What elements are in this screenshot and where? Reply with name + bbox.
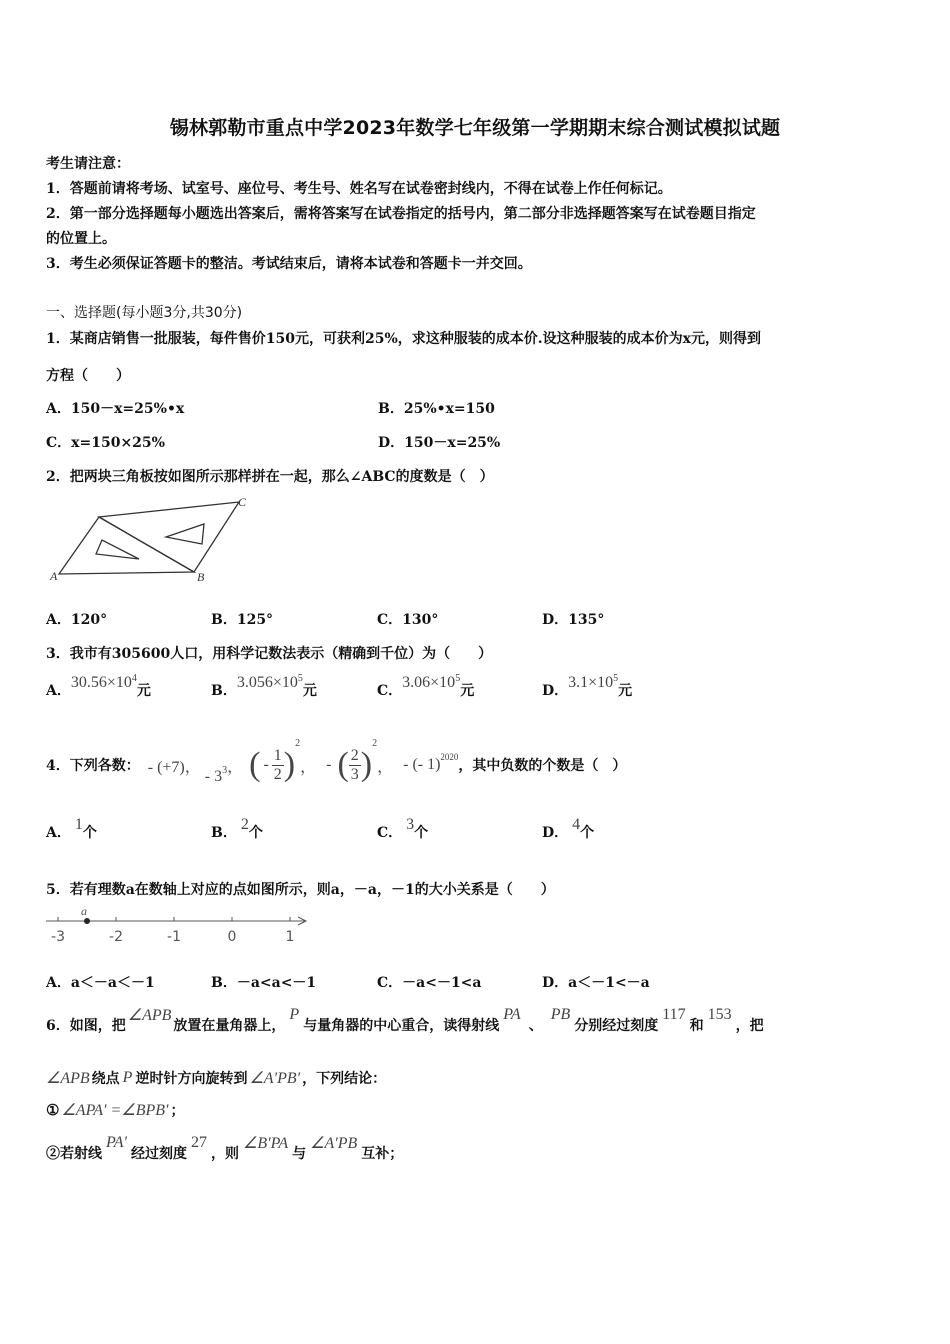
q4-expr-4-minus: - (326, 756, 332, 773)
q4-option-a-unit: 个 (82, 825, 97, 841)
fig-label-b: B (197, 570, 205, 584)
q6-conclusion-1-mark: ① (46, 1101, 60, 1119)
q4-comma-3: ， (377, 758, 394, 776)
number-line-tick-label: -3 (51, 929, 65, 945)
q6-conclusion-2-mark: ②若射线 (46, 1146, 102, 1162)
q3-option-c-base: 3.06×10 (402, 674, 456, 691)
q6-value-117: 117 (662, 1006, 686, 1023)
q3-option-b-base: 3.056×10 (236, 674, 298, 691)
number-line-tick-label: 0 (227, 929, 237, 945)
notice-item-2-cont: 的位置上。 (46, 231, 116, 247)
q4-option-c-value: 3 (406, 816, 415, 833)
q4-expr-3-den: 2 (273, 765, 282, 783)
q6-line2-point-p: P (122, 1069, 133, 1086)
q4-option-d-unit: 个 (580, 825, 595, 841)
triangle-rulers-figure (44, 492, 259, 587)
q4-option-c[interactable] (377, 816, 429, 842)
q6-conclusion-1-expr: ∠APA′ =∠BPB′ (61, 1102, 169, 1119)
q3-option-a-label: A． (46, 683, 71, 699)
q3-option-a[interactable] (46, 673, 151, 700)
q6-line2-angle-apb: ∠APB (46, 1070, 90, 1087)
triangle-ruler-left-inner (96, 540, 139, 559)
q6-text-and: 和 (689, 1018, 704, 1034)
q5-option-c[interactable]: C．－a<－1<a (377, 975, 482, 991)
q4-expr-3-fraction (272, 747, 284, 784)
q4-option-b-value: 2 (240, 816, 249, 833)
notice-heading: 考生请注意： (46, 156, 130, 172)
q1-option-a[interactable]: A．150－x=25%•x (46, 401, 185, 417)
q4-expr-3-exp: 2 (295, 737, 301, 749)
q4-expr-4-fraction (349, 747, 361, 784)
q4-option-c-unit: 个 (414, 825, 429, 841)
q3-stem: 3．我市有305600人口，用科学记数法表示（精确到千位）为（ ） (46, 646, 493, 662)
fig-label-c: C (238, 495, 247, 509)
q4-suffix: ，其中负数的个数是（ ） (458, 758, 627, 774)
q3-option-b-label: B． (211, 683, 237, 699)
number-line-tick-label: 1 (285, 929, 295, 945)
q4-option-b[interactable] (211, 816, 263, 842)
number-line-label-a: a (81, 904, 87, 918)
q6-conclusion-2-angle-1: ∠B′PA (242, 1135, 289, 1152)
q3-option-c-exp: 5 (455, 673, 461, 684)
q1-option-d[interactable]: D．150－x=25% (378, 435, 501, 451)
q6-line2-text-2: 逆时针方向旋转到 (135, 1071, 248, 1087)
q4-expr-3-num: 1 (273, 746, 282, 764)
q6-stem-line-1 (46, 1005, 764, 1045)
q5-option-d[interactable]: D．a＜－1<－a (542, 975, 650, 991)
q4-expr-4-right-paren: ) (360, 746, 373, 783)
q3-option-a-unit: 元 (136, 683, 151, 699)
q2-stem: 2．把两块三角板按如图所示那样拼在一起，那么∠ABC的度数是（ ） (46, 469, 494, 485)
q4-prefix: 4．下列各数： (46, 758, 140, 774)
q4-expr-4-left-paren: ( (337, 746, 349, 783)
q2-option-d[interactable]: D．135° (542, 612, 605, 628)
q6-line2-text-1: 绕点 (91, 1071, 120, 1087)
q6-conclusion-2-ray: PA′ (106, 1134, 127, 1151)
number-line-tick-label: -2 (109, 929, 123, 945)
q6-text-2: 放置在量角器上， (173, 1018, 286, 1034)
q1-option-b[interactable]: B．25%•x=150 (378, 401, 495, 417)
q6-conclusion-2-angle-2: ∠A′PB (310, 1135, 358, 1152)
q4-stem (46, 735, 626, 795)
q3-option-c-label: C． (377, 683, 403, 699)
number-line-point-a (84, 918, 90, 924)
q1-stem-cont: 方程（ ） (46, 368, 130, 384)
q2-option-a[interactable]: A．120° (46, 612, 108, 628)
q6-conclusion-2-text-1: 经过刻度 (130, 1146, 187, 1162)
q6-text-1: 6．如图，把 (46, 1018, 126, 1034)
number-line-figure (40, 903, 315, 947)
triangle-ruler-left (59, 517, 194, 574)
q6-ray-pa: PA (503, 1006, 521, 1023)
page-title: 锡林郭勒市重点中学2023年数学七年级第一学期期末综合测试模拟试题 (169, 117, 781, 139)
q6-conclusion-2-text-2: ，则 (210, 1146, 239, 1162)
section-heading: 一、选择题(每小题3分,共30分) (46, 305, 243, 321)
q3-option-d-label: D． (542, 683, 569, 699)
q4-expr-3-minus: - (263, 756, 269, 773)
q6-conclusion-1 (46, 1097, 185, 1123)
q4-expr-2-exp: 3 (222, 765, 228, 776)
q5-stem: 5．若有理数a在数轴上对应的点如图所示，则a，－a，－1的大小关系是（ ） (46, 882, 555, 898)
q6-line2-text-3: ，下列结论： (302, 1071, 387, 1087)
q4-expr-4-num: 2 (350, 746, 359, 764)
q3-option-c-unit: 元 (460, 683, 475, 699)
q3-option-b[interactable] (211, 673, 317, 700)
q5-option-b[interactable]: B．－a<a<－1 (211, 975, 317, 991)
q6-conclusion-2 (46, 1135, 403, 1171)
q2-option-b[interactable]: B．125° (211, 612, 274, 628)
q4-expr-2 (204, 765, 228, 786)
q3-option-d-base: 3.1×10 (568, 674, 614, 691)
q6-text-3: 与量角器的中心重合，读得射线 (303, 1018, 500, 1034)
q4-option-a-value: 1 (74, 816, 83, 833)
number-line-tick-label: -1 (167, 929, 181, 945)
q6-conclusion-2-text-3: 与 (292, 1146, 307, 1162)
q5-option-a[interactable]: A．a＜－a＜－1 (46, 975, 155, 991)
q3-option-b-exp: 5 (297, 673, 303, 684)
fig-label-a: A (50, 569, 58, 583)
q4-comma-2: ， (300, 758, 317, 776)
q1-stem: 1．某商店销售一批服装，每件售价150元，可获利25%，求这种服装的成本价.设这种服装的成本价为x元，则得到 (46, 331, 761, 347)
q6-line2-angle-rotated: ∠A′PB′ (249, 1070, 301, 1087)
q4-expr-1: - (+7)， (147, 758, 201, 776)
q4-comma-1: ， (227, 758, 244, 776)
notice-item-3: 3．考生必须保证答题卡的整洁。考试结束后，请将本试卷和答题卡一并交回。 (46, 256, 532, 272)
q4-expr-3-left-paren: ( (249, 746, 261, 783)
notice-item-2: 2．第一部分选择题每小题选出答案后，需将答案写在试卷指定的括号内，第二部分非选择题答案写在试卷题目指定 (46, 206, 756, 222)
q4-option-b-unit: 个 (248, 825, 263, 841)
q4-option-d[interactable] (542, 816, 595, 842)
q4-expr-2-base: - 3 (204, 768, 223, 785)
q6-text-4: 分别经过刻度 (574, 1018, 659, 1034)
q4-option-a[interactable] (46, 816, 97, 842)
q6-stem-line-2 (46, 1065, 386, 1091)
q3-option-d-exp: 5 (613, 673, 619, 684)
notice-item-1: 1．答题前请将考场、试室号、座位号、考生号、姓名写在试卷密封线内，不得在试卷上作任何标记。 (46, 181, 672, 197)
q6-conclusion-1-end: ； (170, 1103, 185, 1119)
q3-option-d[interactable] (542, 673, 633, 700)
q4-expr-4-exp: 2 (372, 737, 378, 749)
q3-option-b-unit: 元 (302, 683, 317, 699)
q4-option-c-label: C． (377, 825, 403, 841)
q6-conclusion-2-text-4: 互补； (361, 1146, 404, 1162)
q4-option-d-value: 4 (572, 816, 581, 833)
q3-option-d-unit: 元 (618, 683, 633, 699)
q4-expr-5: - (- 1) (403, 756, 441, 773)
q3-option-c[interactable] (377, 673, 475, 700)
q6-angle-apb: ∠APB (127, 1007, 172, 1024)
q6-conclusion-2-value: 27 (190, 1134, 207, 1151)
q2-option-c[interactable]: C．130° (377, 612, 439, 628)
q1-option-c[interactable]: C．x=150×25% (46, 435, 165, 451)
q4-option-a-label: A． (46, 825, 71, 841)
q6-text-dun: 、 (528, 1018, 543, 1034)
q4-option-d-label: D． (542, 825, 569, 841)
q6-point-p: P (289, 1006, 300, 1023)
q3-option-a-base: 30.56×10 (70, 674, 132, 691)
q4-expr-3-right-paren: ) (283, 746, 296, 783)
q4-expr-4-den: 3 (350, 765, 359, 783)
q6-text-5: ，把 (735, 1018, 764, 1034)
q6-ray-pb: PB (550, 1006, 571, 1023)
q4-expr-5-exp: 2020 (440, 752, 459, 762)
q3-option-a-exp: 4 (131, 673, 137, 684)
q4-option-b-label: B． (211, 825, 237, 841)
q6-value-153: 153 (707, 1006, 732, 1023)
triangle-ruler-right-inner (166, 524, 204, 544)
